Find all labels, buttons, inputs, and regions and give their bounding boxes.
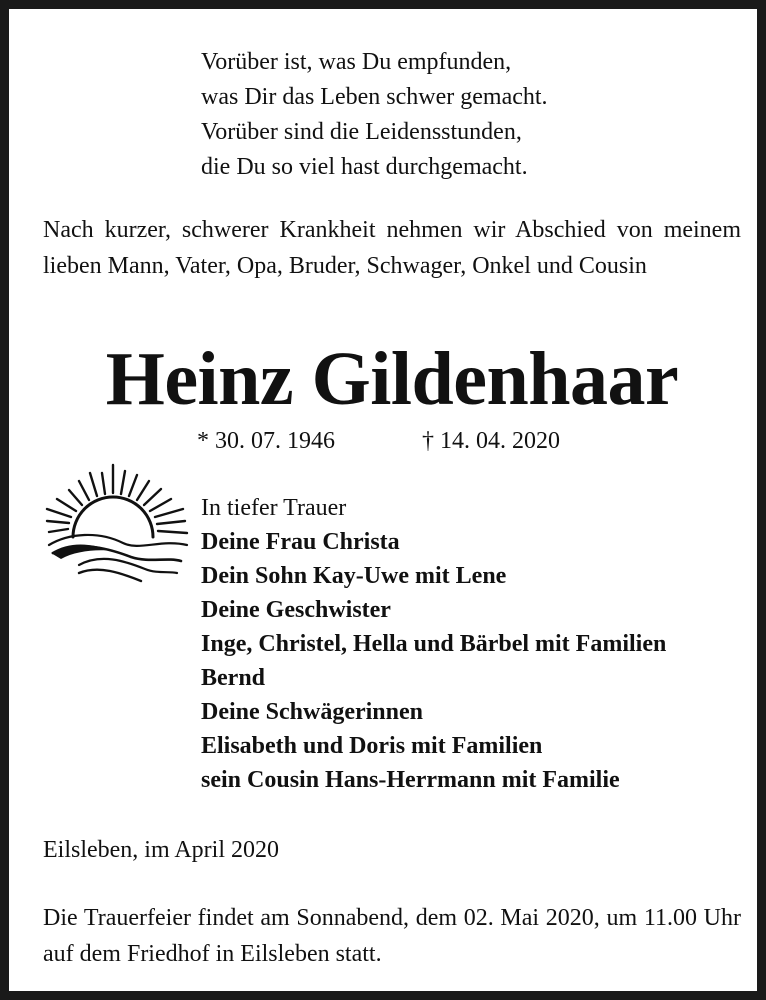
mourner-line: sein Cousin Hans-Herrmann mit Familie [201, 767, 620, 793]
poem-line: die Du so viel hast durchgemacht. [201, 154, 528, 180]
intro-text: Nach kurzer, schwerer Krankheit nehmen wir Abschied von meinem lieben Mann, Vater, Opa, Bruder, Schwager, Onkel und Cousin [43, 217, 741, 279]
poem-line: was Dir das Leben schwer gemacht. [201, 84, 548, 110]
sunset-over-hills-icon [39, 461, 191, 585]
mourner-line: Deine Schwägerinnen [201, 699, 423, 725]
mourner-line: Elisabeth und Doris mit Familien [201, 733, 543, 759]
funeral-service-notice: Die Trauerfeier findet am Sonnabend, dem 02. Mai 2020, um 11.00 Uhr auf dem Friedhof in Eilsleben statt. [43, 905, 741, 967]
deceased-name: Heinz Gildenhaar [105, 337, 679, 421]
place-date: Eilsleben, im April 2020 [43, 837, 279, 863]
poem-line: Vorüber sind die Leidensstunden, [201, 119, 522, 145]
mourner-line: Deine Frau Christa [201, 529, 400, 555]
mourner-line: Inge, Christel, Hella und Bärbel mit Familien [201, 631, 667, 657]
mourner-line: Bernd [201, 665, 266, 691]
birth-date: * 30. 07. 1946 [197, 428, 335, 454]
mourners-heading: In tiefer Trauer [201, 495, 347, 521]
poem-line: Vorüber ist, was Du empfunden, [201, 49, 512, 75]
poem [201, 45, 548, 185]
mourners-list [201, 491, 666, 797]
death-date: † 14. 04. 2020 [422, 428, 560, 454]
mourner-line: Dein Sohn Kay-Uwe mit Lene [201, 563, 507, 589]
mourner-line: Deine Geschwister [201, 597, 391, 623]
